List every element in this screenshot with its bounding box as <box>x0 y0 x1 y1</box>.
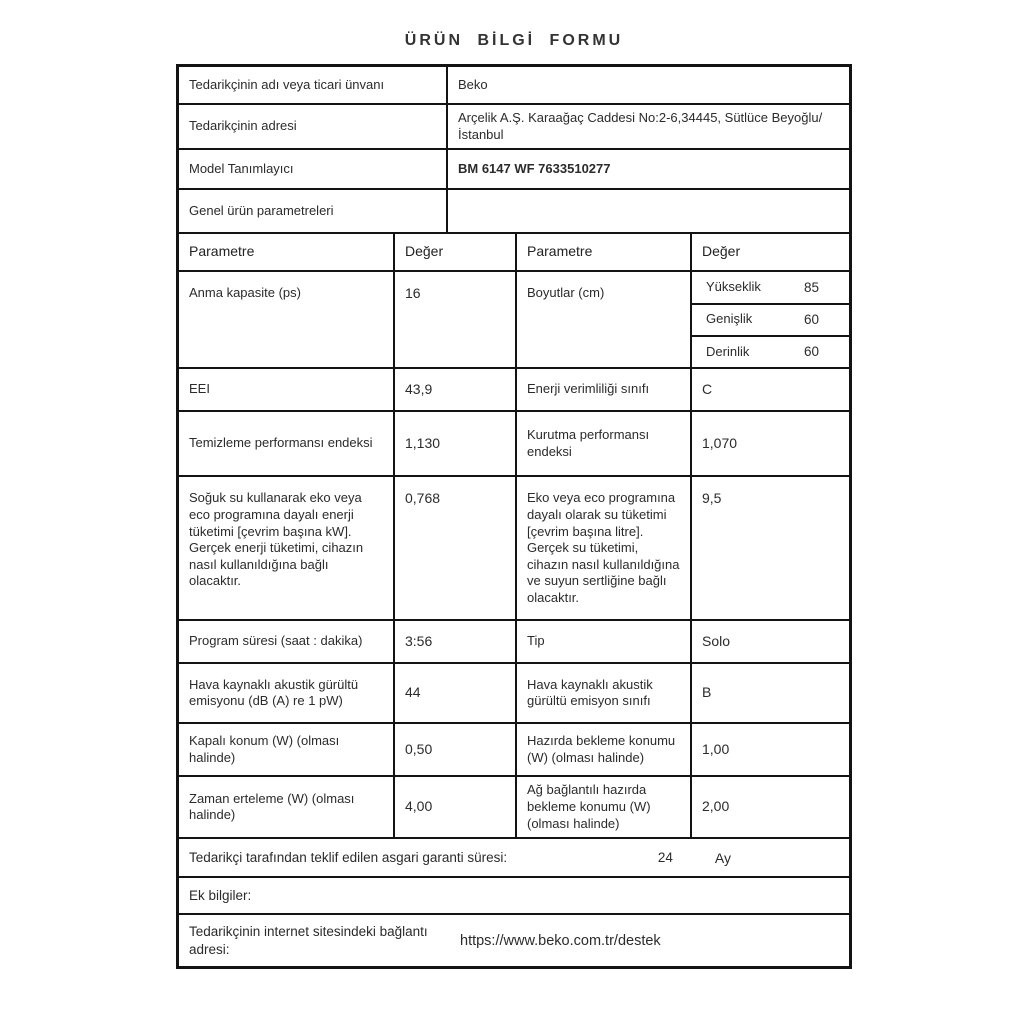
value-cell <box>446 150 849 188</box>
header-deger-2: Değer <box>690 234 849 270</box>
label-cell <box>179 67 446 103</box>
supplier-name-label: Tedarikçinin adı veya ticari ünvanı <box>189 76 385 92</box>
param-value-cell: C <box>690 369 849 410</box>
row-supplier-address <box>179 105 849 150</box>
param-label-cell: Eko veya eco programına dayalı olarak su tüketimi [çevrim başına litre]. Gerçek su tüketimi, cihazın nasıl kullanıldığına ve suyun sertliğine bağlı olacaktır. <box>515 477 690 619</box>
param-value-cell: 0,50 <box>393 724 515 775</box>
dimension-name: Yükseklik <box>706 279 761 295</box>
param-label-cell: Ağ bağlantılı hazırda bekleme konumu (W) (olması halinde) <box>515 777 690 837</box>
param-label-cell: Kapalı konum (W) (olması halinde) <box>189 733 340 765</box>
row-supplier-name <box>179 67 849 105</box>
param-row-noise <box>179 664 849 724</box>
parameters-header-row <box>179 234 849 272</box>
value-cell <box>446 190 849 232</box>
param-label-cell: Hava kaynaklı akustik gürültü emisyonu (dB (A) re 1 pW) <box>189 676 359 709</box>
param-value-cell: 3:56 <box>393 621 515 662</box>
param-label-cell: Kurutma performansı endeksi <box>515 412 690 475</box>
page-title: ÜRÜN BİLGİ FORMU <box>404 32 624 49</box>
dimension-name: Genişlik <box>706 311 753 327</box>
param-value-cell: 1,130 <box>393 412 515 475</box>
model-identifier-label: Model Tanımlayıcı <box>189 160 294 176</box>
param-label-cell: Temizleme performansı endeksi <box>189 435 373 451</box>
param-value-cell: B <box>690 664 849 722</box>
warranty-value: 24 <box>657 850 673 866</box>
dimension-value: 60 <box>803 344 819 360</box>
param-label-cell: Hazırda bekleme konumu (W) (olması halinde) <box>515 724 690 775</box>
extra-info-label: Ek bilgiler: <box>189 888 252 904</box>
warranty-label: Tedarikçi tarafından teklif edilen asgari garanti süresi: <box>189 850 508 866</box>
param-row-capacity-dimensions <box>179 272 849 369</box>
param-label-cell: Enerji verimliliği sınıfı <box>515 369 690 410</box>
supplier-name-value: Beko <box>458 76 488 92</box>
param-label-cell: Anma kapasite (ps) <box>189 285 301 301</box>
param-value-cell: 1,00 <box>690 724 849 775</box>
row-model-identifier <box>179 150 849 190</box>
param-row-delay-networked <box>179 777 849 839</box>
param-value-cell: 0,768 <box>393 477 515 619</box>
general-parameters-label: Genel ürün parametreleri <box>189 202 334 218</box>
param-value-cell: Solo <box>690 621 849 662</box>
param-value-cell: 1,070 <box>690 412 849 475</box>
dimension-row-depth <box>692 337 849 367</box>
website-url: https://www.beko.com.tr/destek <box>460 932 661 949</box>
param-label-cell: Soğuk su kullanarak eko veya eco programına dayalı enerji tüketimi [çevrim başına kW]. Gerçek enerji tüketimi, cihazın nasıl kullanıldığına bağlı olacaktır. <box>189 490 364 589</box>
param-label-cell: Zaman erteleme (W) (olması halinde) <box>189 790 355 823</box>
param-label-cell: Program süresi (saat : dakika) <box>189 633 363 649</box>
param-row-duration-type <box>179 621 849 664</box>
extra-info-row <box>179 878 849 915</box>
param-value-cell: 16 <box>393 272 515 367</box>
param-row-energy-water <box>179 477 849 621</box>
warranty-row <box>179 839 849 878</box>
model-identifier-value: BM 6147 WF 7633510277 <box>458 160 611 176</box>
param-label-cell: Tip <box>515 621 690 662</box>
dimension-value: 60 <box>803 312 819 328</box>
param-value-cell: 44 <box>393 664 515 722</box>
param-row-eei-energyclass <box>179 369 849 412</box>
website-row <box>179 915 849 966</box>
param-row-offmode-standby <box>179 724 849 777</box>
header-deger-1: Değer <box>393 234 515 270</box>
supplier-address-label: Tedarikçinin adresi <box>189 118 297 134</box>
label-cell <box>179 105 446 148</box>
header-parametre-2: Parametre <box>515 234 690 270</box>
row-general-parameters <box>179 190 849 234</box>
param-value-cell: 9,5 <box>690 477 849 619</box>
website-label: Tedarikçinin internet sitesindeki bağlantı adresi: <box>189 924 428 957</box>
dimensions-subtable <box>690 272 849 367</box>
dimension-value: 85 <box>803 279 819 295</box>
label-cell <box>179 150 446 188</box>
value-cell <box>446 67 849 103</box>
warranty-unit: Ay <box>714 849 731 866</box>
param-value-cell: 2,00 <box>690 777 849 837</box>
dimension-row-height <box>692 272 849 304</box>
product-info-table <box>176 64 852 969</box>
dimension-name: Derinlik <box>706 343 750 359</box>
param-label-cell: Boyutlar (cm) <box>515 272 690 367</box>
dimension-row-width <box>692 305 849 337</box>
param-label-cell: EEI <box>189 381 210 397</box>
header-parametre-1: Parametre <box>189 243 255 260</box>
label-cell <box>179 190 446 232</box>
param-value-cell: 43,9 <box>393 369 515 410</box>
supplier-address-value: Arçelik A.Ş. Karaağaç Caddesi No:2-6,34445, Sütlüce Beyoğlu/İstanbul <box>458 110 823 142</box>
param-row-cleaning-drying <box>179 412 849 477</box>
param-value-cell: 4,00 <box>393 777 515 837</box>
value-cell <box>446 105 849 148</box>
param-label-cell: Hava kaynaklı akustik gürültü emisyon sınıfı <box>515 664 690 722</box>
